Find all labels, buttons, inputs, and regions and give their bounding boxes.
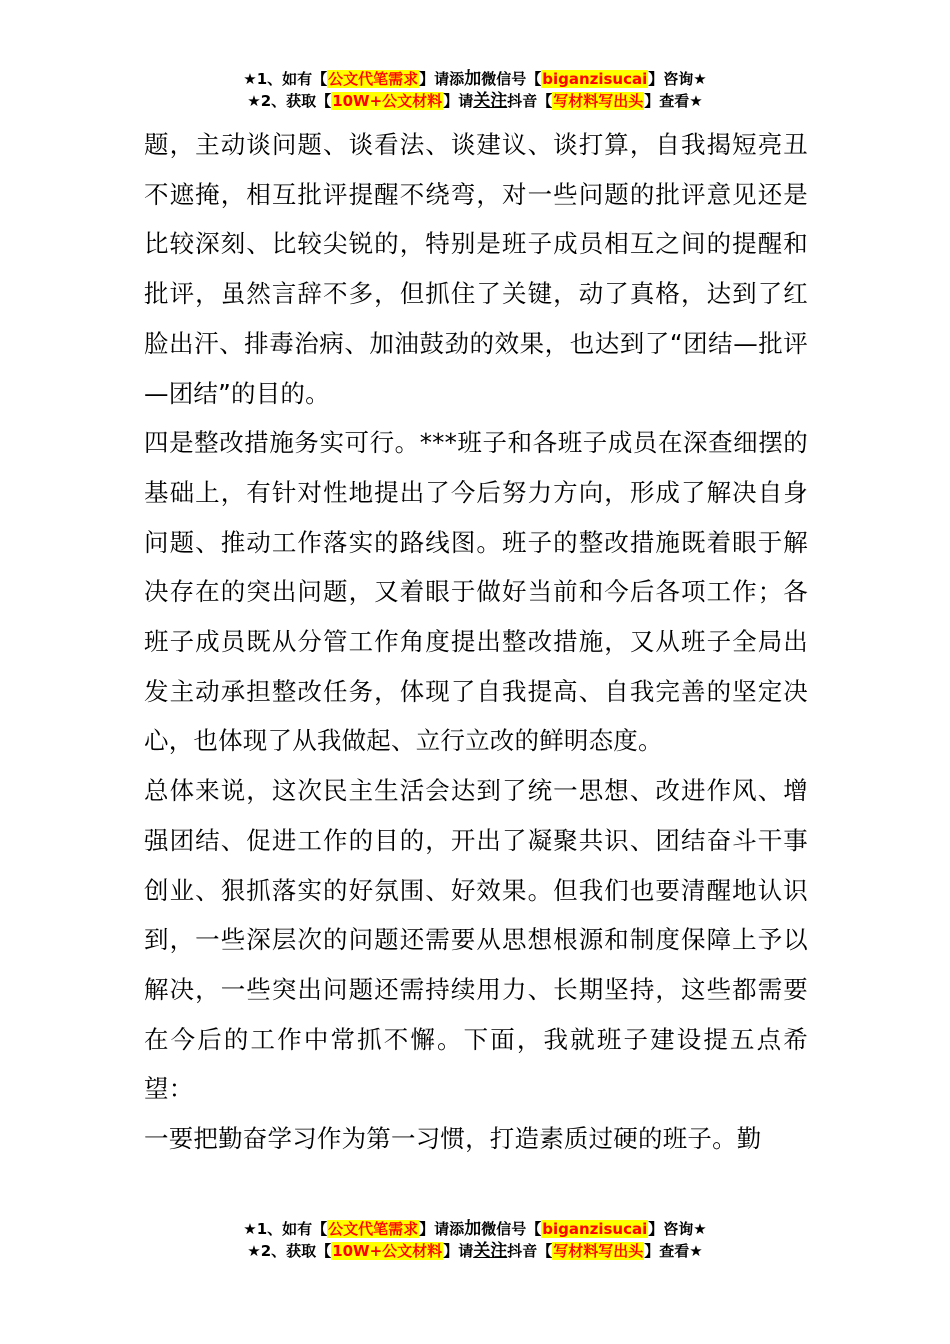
banner-text: 抖音【	[507, 92, 553, 110]
banner-text: ★1、如有【	[243, 1220, 328, 1238]
banner-underline: 关注	[473, 1241, 508, 1261]
banner-text: 】咨询★	[648, 70, 707, 88]
paragraph: 题，主动谈问题、谈看法、谈建议、谈打算，自我揭短亮丑不遮掩，相互批评提醒不绕弯，对一些问题的批评意见还是比较深刻、比较尖锐的，特别是班子成员相互之间的提醒和批评，虽然言辞不多，但抓住了关键，动了真格，达到了红脸出汗、排毒治病、加油鼓劲的效果，也达到了“团结—批评—团结”的目的。	[144, 130, 808, 408]
paragraph: 一要把勤奋学习作为第一习惯，打造素质过硬的班子。勤	[144, 1124, 762, 1154]
highlight-douyin: 写材料写出头	[553, 1242, 644, 1260]
highlight-service: 公文代笔需求	[328, 70, 419, 88]
banner-emphasis: 加	[464, 69, 482, 89]
banner-text: ★1、如有【	[243, 70, 328, 88]
header-banner	[0, 68, 950, 112]
banner-text: 】请添	[419, 1220, 465, 1238]
highlight-wechat-id: biganzisucai	[542, 70, 648, 88]
banner-text: 微信号【	[481, 1220, 542, 1238]
paragraph: 四是整改措施务实可行。***班子和各班子成员在深查细摆的基础上，有针对性地提出了今后努力方向，形成了解决自身问题、推动工作落实的路线图。班子的整改措施既着眼于解决存在的突出问题，又着眼于做好当前和今后各项工作；各班子成员既从分管工作角度提出整改措施，又从班子全局出发主动承担整改任务，体现了自我提高、自我完善的坚定决心，也体现了从我做起、立行立改的鲜明态度。	[144, 428, 808, 756]
banner-text: 】请	[443, 92, 474, 110]
paragraph: 总体来说，这次民主生活会达到了统一思想、改进作风、增强团结、促进工作的目的，开出了凝聚共识、团结奋斗干事创业、狠抓落实的好氛围、好效果。但我们也要清醒地认识到，一些深层次的问题还需要从思想根源和制度保障上予以解决，一些突出问题还需持续用力、长期坚持，这些都需要在今后的工作中常抓不懈。下面，我就班子建设提五点希望：	[144, 776, 808, 1104]
banner-text: 】咨询★	[648, 1220, 707, 1238]
highlight-materials: 10W+公文材料	[332, 92, 443, 110]
footer-banner	[0, 1218, 950, 1262]
highlight-douyin: 写材料写出头	[553, 92, 644, 110]
banner-emphasis: 加	[464, 1219, 482, 1239]
banner-text: 】请添	[419, 70, 465, 88]
banner-text: 】查看★	[644, 1242, 703, 1260]
highlight-wechat-id: biganzisucai	[542, 1220, 648, 1238]
banner-underline: 关注	[473, 91, 508, 111]
document-body	[144, 120, 808, 1164]
banner-text: 抖音【	[507, 1242, 553, 1260]
header-banner-line-1	[0, 68, 950, 90]
banner-text: ★2、获取【	[247, 92, 332, 110]
highlight-service: 公文代笔需求	[328, 1220, 419, 1238]
banner-text: ★2、获取【	[247, 1242, 332, 1260]
footer-banner-line-1	[0, 1218, 950, 1240]
header-banner-line-2	[0, 90, 950, 112]
highlight-materials: 10W+公文材料	[332, 1242, 443, 1260]
banner-text: 】请	[443, 1242, 474, 1260]
banner-text: 微信号【	[481, 70, 542, 88]
banner-text: 】查看★	[644, 92, 703, 110]
footer-banner-line-2	[0, 1240, 950, 1262]
